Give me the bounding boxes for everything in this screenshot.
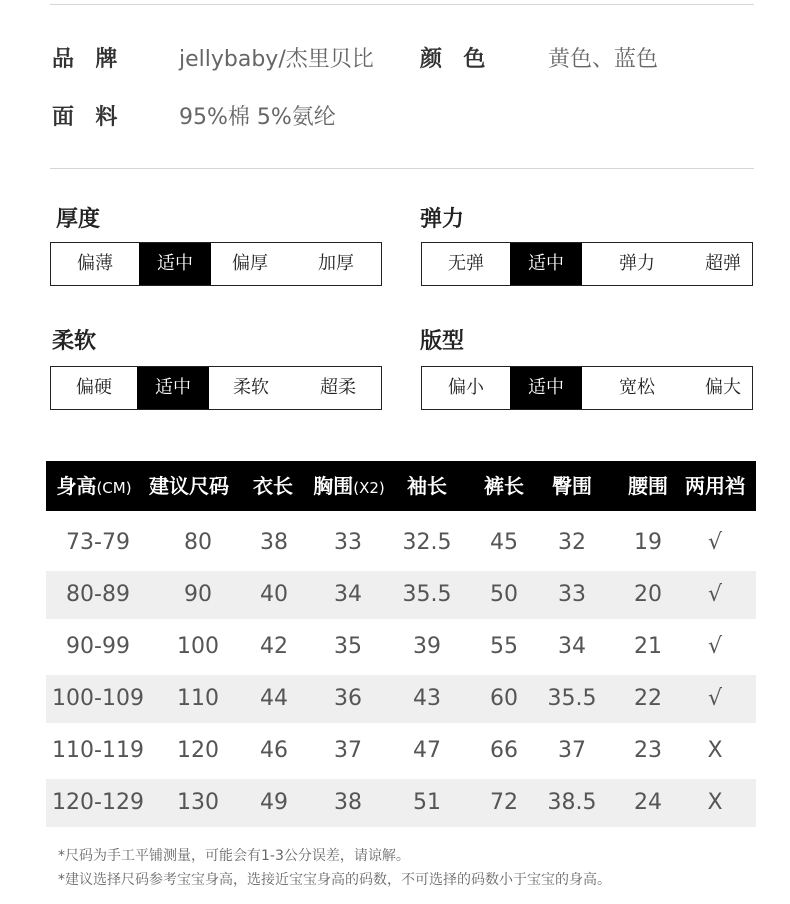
table-cell-size: 120 xyxy=(177,738,219,763)
table-cell-height: 90-99 xyxy=(66,634,130,659)
fit-option-loose: 宽松 xyxy=(619,377,655,398)
brand-label: 品 牌 xyxy=(52,47,120,72)
elasticity-option-medium: 适中 xyxy=(510,243,582,285)
fit-option-large: 偏大 xyxy=(705,377,741,398)
column-header-label: 两用裆 xyxy=(685,474,745,498)
table-cell-dual-crotch: X xyxy=(707,738,723,763)
table-cell-chest: 35 xyxy=(334,634,362,659)
table-cell-chest: 33 xyxy=(334,530,362,555)
table-cell-size: 100 xyxy=(177,634,219,659)
table-cell-dual-crotch: √ xyxy=(707,686,723,711)
table-cell-size: 80 xyxy=(184,530,212,555)
fabric-value: 95%棉 5%氨纶 xyxy=(179,105,336,130)
fit-scale xyxy=(421,366,753,410)
column-header-dual-crotch xyxy=(655,461,775,511)
table-cell-length: 40 xyxy=(260,582,288,607)
table-cell-pants-length: 66 xyxy=(490,738,518,763)
product-info xyxy=(52,42,752,132)
table-cell-height: 120-129 xyxy=(52,790,144,815)
column-header-label: 腰围 xyxy=(628,474,668,498)
softness-option-soft: 柔软 xyxy=(233,377,269,398)
softness-title: 柔软 xyxy=(52,329,97,354)
elasticity-option-super: 超弹 xyxy=(705,253,741,274)
column-header-label: 臀围 xyxy=(552,474,592,498)
size-advice-note: *建议选择尺码参考宝宝身高，选接近宝宝身高的码数，不可选择的码数小于宝宝的身高。 xyxy=(58,872,611,888)
table-row xyxy=(46,519,756,567)
info-divider xyxy=(50,168,754,169)
column-header-label: 袖长 xyxy=(407,474,447,498)
column-header-label: 衣长 xyxy=(253,474,293,498)
table-cell-height: 73-79 xyxy=(66,530,130,555)
table-cell-waist: 22 xyxy=(634,686,662,711)
fit-option-medium: 适中 xyxy=(510,367,582,409)
softness-scale xyxy=(50,366,382,410)
brand-value: jellybaby/杰里贝比 xyxy=(179,47,374,72)
softness-option-super-soft: 超柔 xyxy=(320,377,356,398)
table-cell-sleeve: 32.5 xyxy=(402,530,452,555)
table-cell-size: 90 xyxy=(184,582,212,607)
table-cell-chest: 34 xyxy=(334,582,362,607)
column-header-label: 身高 xyxy=(56,474,97,498)
table-cell-chest: 38 xyxy=(334,790,362,815)
color-label: 颜 色 xyxy=(420,47,488,72)
table-cell-dual-crotch: √ xyxy=(707,530,723,555)
thickness-option-thick: 偏厚 xyxy=(232,253,268,274)
table-cell-pants-length: 60 xyxy=(490,686,518,711)
table-cell-chest: 37 xyxy=(334,738,362,763)
table-cell-length: 49 xyxy=(260,790,288,815)
table-row xyxy=(46,727,756,775)
thickness-scale xyxy=(50,242,382,286)
size-chart-header xyxy=(46,461,756,511)
table-cell-dual-crotch: √ xyxy=(707,582,723,607)
table-cell-hip: 35.5 xyxy=(547,686,597,711)
table-cell-dual-crotch: √ xyxy=(707,634,723,659)
table-cell-size: 110 xyxy=(177,686,219,711)
column-header-label: 裤长 xyxy=(484,474,524,498)
measurement-note: *尺码为手工平铺测量，可能会有1-3公分误差，请谅解。 xyxy=(58,848,410,864)
elasticity-title: 弹力 xyxy=(420,207,465,232)
fabric-label: 面 料 xyxy=(52,105,120,130)
table-cell-waist: 20 xyxy=(634,582,662,607)
thickness-title: 厚度 xyxy=(56,207,101,232)
thickness-option-extra-thick: 加厚 xyxy=(318,253,354,274)
table-row xyxy=(46,779,756,827)
table-cell-size: 130 xyxy=(177,790,219,815)
column-header-label: 胸围 xyxy=(313,474,354,498)
table-cell-sleeve: 51 xyxy=(413,790,441,815)
table-cell-hip: 37 xyxy=(558,738,586,763)
table-cell-sleeve: 39 xyxy=(413,634,441,659)
softness-option-hard: 偏硬 xyxy=(76,377,112,398)
table-cell-pants-length: 50 xyxy=(490,582,518,607)
table-row xyxy=(46,675,756,723)
table-cell-sleeve: 43 xyxy=(413,686,441,711)
table-cell-waist: 24 xyxy=(634,790,662,815)
table-cell-waist: 21 xyxy=(634,634,662,659)
fit-option-small: 偏小 xyxy=(448,377,484,398)
thickness-option-medium: 适中 xyxy=(139,243,211,285)
table-cell-height: 80-89 xyxy=(66,582,130,607)
top-divider xyxy=(50,4,754,5)
softness-option-medium: 适中 xyxy=(137,367,209,409)
table-cell-hip: 32 xyxy=(558,530,586,555)
table-cell-waist: 23 xyxy=(634,738,662,763)
table-row xyxy=(46,623,756,671)
elasticity-scale xyxy=(421,242,753,286)
column-header-label: 建议尺码 xyxy=(149,474,229,498)
table-cell-pants-length: 55 xyxy=(490,634,518,659)
table-cell-length: 38 xyxy=(260,530,288,555)
table-cell-hip: 34 xyxy=(558,634,586,659)
color-value: 黄色、蓝色 xyxy=(548,47,659,72)
table-cell-pants-length: 45 xyxy=(490,530,518,555)
table-cell-dual-crotch: X xyxy=(707,790,723,815)
table-cell-height: 100-109 xyxy=(52,686,144,711)
table-cell-sleeve: 47 xyxy=(413,738,441,763)
elasticity-option-none: 无弹 xyxy=(448,253,484,274)
table-cell-hip: 38.5 xyxy=(547,790,597,815)
column-header-unit: (X2) xyxy=(353,479,385,497)
table-cell-hip: 33 xyxy=(558,582,586,607)
fit-title: 版型 xyxy=(420,329,465,354)
table-cell-length: 46 xyxy=(260,738,288,763)
elasticity-option-elastic: 弹力 xyxy=(619,253,655,274)
thickness-option-thin: 偏薄 xyxy=(77,253,113,274)
table-cell-length: 44 xyxy=(260,686,288,711)
table-cell-pants-length: 72 xyxy=(490,790,518,815)
table-cell-sleeve: 35.5 xyxy=(402,582,452,607)
table-cell-height: 110-119 xyxy=(52,738,144,763)
table-row xyxy=(46,571,756,619)
table-cell-length: 42 xyxy=(260,634,288,659)
column-header-unit: (CM) xyxy=(96,479,132,497)
table-cell-waist: 19 xyxy=(634,530,662,555)
table-cell-chest: 36 xyxy=(334,686,362,711)
